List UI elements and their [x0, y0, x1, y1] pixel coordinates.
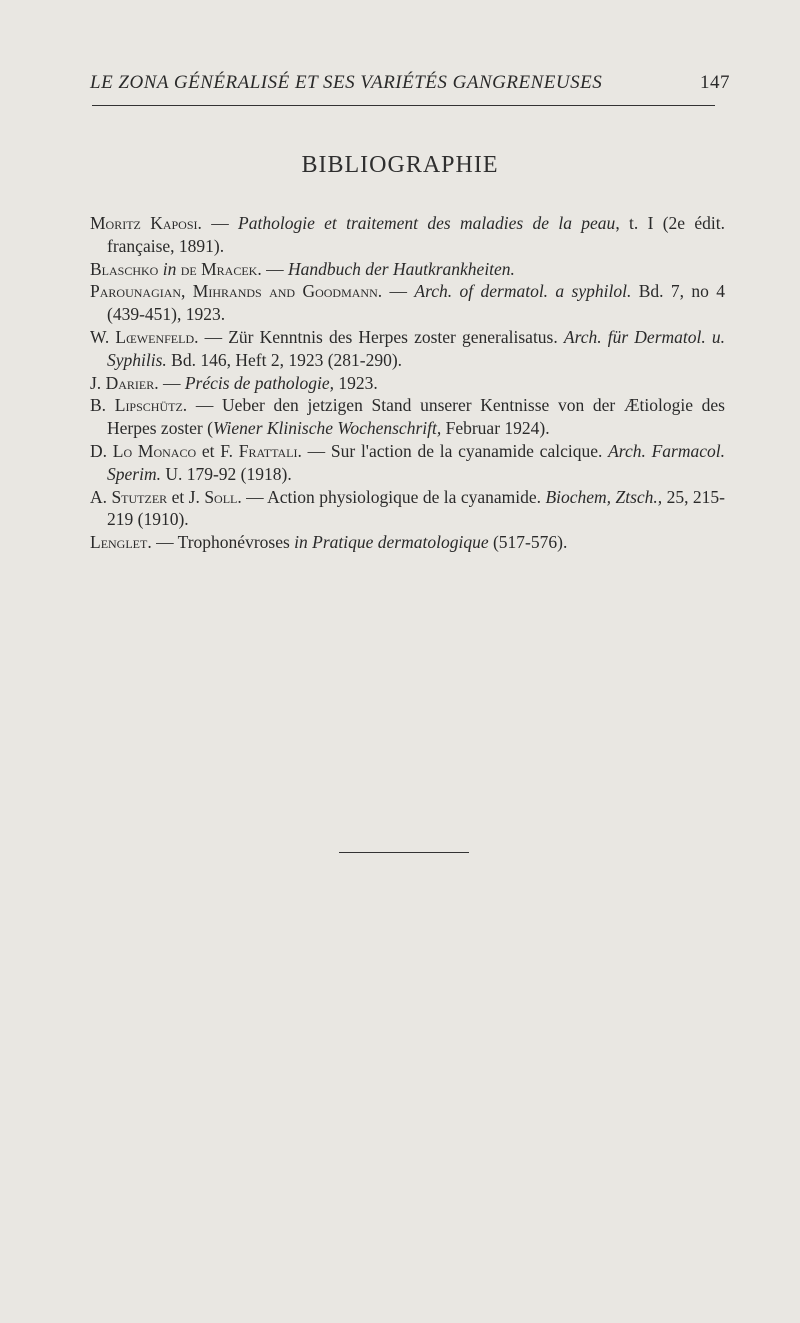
entry-initial: W.: [90, 326, 116, 347]
entry-details: U. 179-92 (1918).: [160, 463, 292, 484]
entry-title: Arch. Farmacol. Sperim.: [107, 440, 725, 484]
entry-text: — Sur l'action de la cyanamide calcique.: [301, 440, 609, 461]
entry-title: Précis de pathologie,: [184, 372, 335, 393]
bib-entry-blaschko: [90, 258, 725, 281]
running-title: LE ZONA GÉNÉRALISÉ ET SES VARIÉTÉS GANGRENEUSES: [90, 72, 603, 93]
bib-entry-lipschuetz: [90, 394, 725, 440]
entry-initial: J.: [90, 372, 106, 393]
entry-details: , t. I (2e édit. française, 1891).: [107, 213, 725, 256]
bib-entry-kaposi: [90, 212, 725, 258]
entry-details: (517-576).: [488, 532, 568, 553]
bib-entry-darier: [90, 372, 725, 395]
entry-author-second: Soll.: [204, 486, 242, 507]
page-number: 147: [700, 72, 730, 93]
entry-author: Lo Monaco: [112, 440, 197, 461]
entry-title: Wiener Klinische Wochenschrift,: [212, 418, 442, 439]
entry-author: Parounagian, Mihrands and Goodmann.: [90, 281, 383, 302]
entry-title: Arch. of dermatol. a syphilol.: [414, 281, 632, 302]
entry-title: Arch. für Dermatol. u. Syphilis.: [107, 326, 726, 370]
entry-initial: A.: [90, 486, 112, 507]
bib-entry-lenglet: [90, 531, 725, 554]
entry-title: Handbuch der Hautkrankheiten.: [287, 258, 515, 279]
entry-separator: —: [261, 258, 288, 279]
section-title: BIBLIOGRAPHIE: [301, 152, 499, 178]
entry-in: in: [294, 532, 308, 553]
entry-author: Darier.: [105, 372, 159, 393]
entry-in: in: [158, 258, 181, 279]
entry-details: 1923.: [334, 372, 378, 393]
bib-entry-loewenfeld: [90, 326, 725, 372]
bib-entry-parounagian: [90, 280, 725, 326]
entry-initial: B.: [90, 395, 115, 416]
entry-details: Bd. 7, no 4 (439-451), 1923.: [107, 281, 726, 325]
bibliography-list: [90, 212, 725, 554]
bib-entry-lo-monaco: [90, 440, 725, 486]
entry-initial: D.: [90, 440, 113, 461]
entry-author-second: Frattali.: [238, 440, 302, 461]
entry-title: Biochem, Ztsch.,: [545, 486, 663, 507]
entry-author: Lipschütz.: [114, 395, 188, 416]
entry-details: 25, 215-219 (1910).: [107, 486, 725, 530]
entry-et: et F.: [196, 440, 239, 461]
entry-title: Pratique dermatologique: [307, 532, 489, 553]
entry-separator: —: [158, 372, 185, 393]
entry-separator: —: [382, 281, 415, 302]
header-rule: [92, 105, 715, 106]
entry-text: — Ueber den jetzigen Stand unserer Kentnisse von der Ætiologie des Herpes zoster (: [107, 395, 725, 439]
entry-author-second: de Mracek.: [180, 258, 262, 279]
entry-details: Februar 1924).: [441, 418, 550, 439]
entry-text: — Action physiologique de la cyanamide.: [241, 486, 546, 507]
bib-entry-stutzer: [90, 486, 725, 532]
entry-et: et J.: [167, 486, 205, 507]
entry-separator: —: [201, 213, 239, 233]
entry-text: — Zür Kenntnis des Herpes zoster generalisatus.: [198, 326, 564, 347]
entry-text: — Trophonévroses: [151, 532, 295, 553]
end-rule: [339, 852, 469, 853]
entry-author: Lenglet.: [90, 532, 152, 553]
entry-author: Lœwenfeld.: [115, 326, 199, 347]
entry-title: Pathologie et traitement des maladies de la peau: [238, 213, 616, 233]
entry-author: Stutzer: [111, 486, 168, 507]
entry-author: Blaschko: [90, 258, 159, 279]
entry-details: Bd. 146, Heft 2, 1923 (281-290).: [166, 349, 403, 370]
entry-author: Moritz Kaposi.: [90, 213, 202, 233]
